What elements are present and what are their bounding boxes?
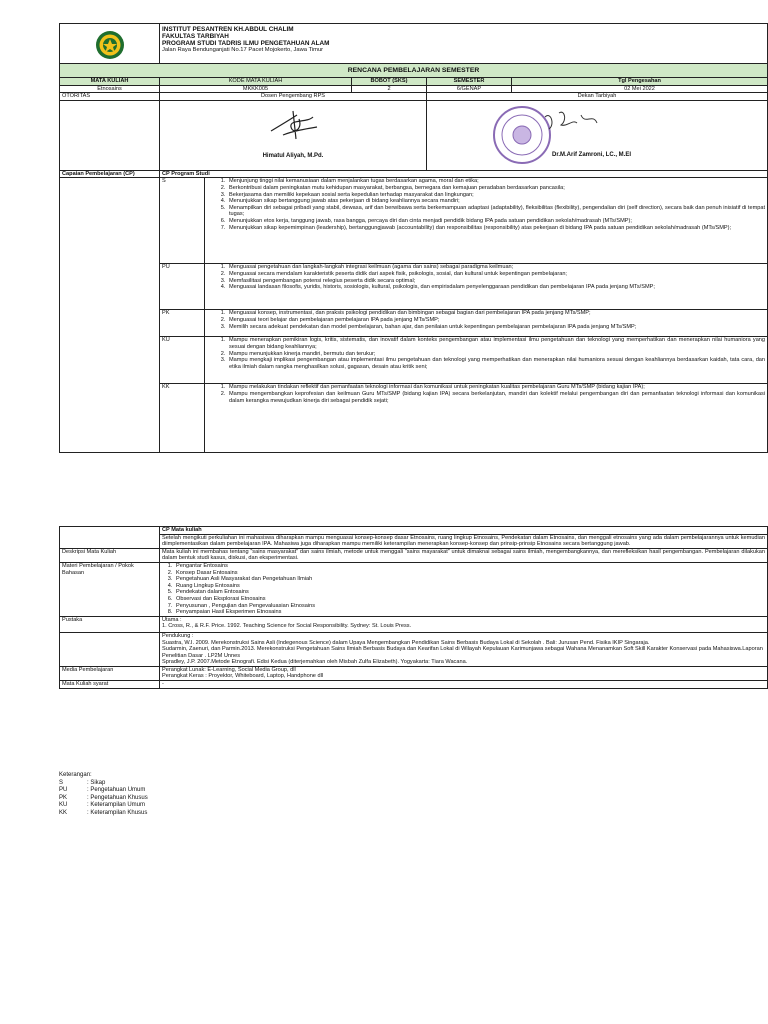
cp-mk-title: CP Mata kuliah (160, 527, 768, 535)
media-label: Media Pembelajaran (60, 666, 160, 680)
course-header-credits: BOBOT (SKS) (352, 78, 427, 86)
cp-title: CP Program Studi (160, 170, 768, 178)
pustaka-pendukung (160, 632, 768, 666)
legend-item: PU : Pengetahuan Umum (59, 787, 146, 794)
university-logo-icon (95, 30, 125, 60)
materi-item: 6. Observasi dan Eksplorasi Etnosains (174, 596, 765, 603)
media-keras: Perangkat Keras : Proyektor, Whiteboard, Laptop, Handphone dll (162, 673, 324, 680)
cp-item: 2. Menguasai secara mendalam karakteristik peserta didik dari aspek fisik, psikologis, sosial, dan kultural untuk kepentingan pembelajaran; (227, 271, 765, 278)
program-name: PROGRAM STUDI TADRIS ILMU PENGETAHUAN ALAM (162, 40, 330, 47)
pendukung-ref: Spradley, J.P. 2007.Metode Etnografi. Edisi Kedua (diterjemahkan oleh Misbah Zulfa Elizabeth). Yogyakarta: Tiara Wacana. (162, 659, 468, 666)
legend-title: Keterangan: (59, 772, 92, 778)
cp-item: 5. Menampilkan diri sebagai pribadi yang stabil, dewasa, arif dan berwibawa serta berkemampuan adaptasi (adaptability), fleksibilitas (flexibility), pengendalian diri (self direction), secara baik dan penuh inisiatif di tempat tugas; (227, 205, 765, 218)
institution-address: Jalan Raya Bendunganjati No.17 Pacet Mojokerto, Jawa Timur (162, 47, 324, 53)
cp-item: 4. Menunjukkan sikap bertanggung jawab atas pekerjaan di bidang keahliannya secara mandiri; (227, 198, 765, 205)
cp-item: 1. Mampu menerapkan pemikiran logis, kritis, sistematis, dan inovatif dalam konteks pengembangan atau implementasi ilmu pengetahuan dan teknologi yang memperhatikan dan menerapkan nilai humaniora yang sesuai dengan bidang keahliannya; (227, 337, 765, 350)
cp-label: Capaian Pembelajaran (CP) (60, 170, 160, 178)
dekan-name: Dr.M.Arif Zamroni, LC., M.EI (552, 151, 632, 158)
cp-list-ku (205, 337, 768, 384)
legend-item: KU : Keterampilan Umum (59, 802, 146, 809)
logo-cell (60, 24, 160, 64)
course-header-semester: SEMESTER (427, 78, 512, 86)
materi-item: 4. Ruang Lingkup Entosains (174, 583, 765, 590)
pendukung-ref: Suastra, W.I. 2009. Merekonstruksi Sains Asli (Indegenous Science) dalam Upaya Mengembangkan Pendidikan Sains Berbasis Budaya Lokal di Sekolah . Bali: Jurusan Pend. Fisika IKIP Singaraja. (162, 639, 650, 646)
faculty-name: FAKULTAS TARBIYAH (162, 33, 229, 40)
cp-list-pk (205, 310, 768, 337)
cp-code-ku: KU (160, 337, 205, 384)
cp-item: 1. Menjunjung tinggi nilai kemanusiaan dalam menjalankan tugas berdasarkan agama, moral dan etika; (227, 178, 765, 185)
course-semester-value: 6/GENAP (427, 85, 512, 93)
cp-item: 3. Memilih secara adekuat pendekatan dan model pembelajaran, bahan ajar, dan penilaian untuk kepentingan pembelajaran pembelajaran IPA pada jenjang MTs/SMP; (227, 324, 765, 331)
dekan-signature-cell (427, 100, 768, 170)
cp-item: 2. Berkontribusi dalam peningkatan mutu kehidupan masyarakat, berbangsa, bernegara dan kemajuan peradaban berdasarkan pancasila; (227, 185, 765, 192)
media-lunak: Perangkat Lunak: E-Learning, Social Media Group, dll (162, 666, 296, 673)
authority-label: OTORITAS (60, 93, 160, 101)
materi-item: 2. Konsep Dasar Entosains (174, 570, 765, 577)
cp-code-pu: PU (160, 264, 205, 310)
dosen-label: Dosen Pengembang RPS (160, 93, 427, 101)
cp-item: 1. Menguasai pengetahuan dan langkah-langkah integrasi keilmuan (agama dan sains) sebagai paradigma keilmuan; (227, 264, 765, 271)
materi-label: Materi Pembelajaran / Pokok Bahasan (60, 562, 160, 616)
course-date-value: 02 Mei 2022 (512, 85, 768, 93)
materi-list (160, 562, 768, 616)
pustaka-utama (160, 616, 768, 632)
legend (59, 772, 148, 818)
cp-code-s: S (160, 178, 205, 264)
deskripsi-text: Mata kuliah ini membahas tentang “sains masyarakat” dan sains ilmiah, metode untuk menggali “sains mayarakat” untuk dimaknai sebagai sains ilmiah, mengembangkannya, dan merefleksikan hasil pengembangan. Pembelajaran dilakukan dalam bentuk studi kasus, diskusi, dan eksperimentasi. (160, 548, 768, 562)
course-credits-value: 2 (352, 85, 427, 93)
syarat-label: Mata Kuliah syarat (60, 681, 160, 689)
materi-item: 3. Pengetahuan Asli Masyarakat dan Pengetahuan Ilmiah (174, 576, 765, 583)
pendukung-ref: Sudarmin, Zaenuri, dan Parmin.2013. Merekonstruksi Pengetahuan Sains Ilmiah Berbasis Budaya dan Kearifan Lokal di Wilayah Kepulauan Karimunjawa sebagai Wahana Menanamkan Soft Skill Karakter Konservasi pada Mahasiswa.Laporan Penelitian Dasar . LP2M Unnes (162, 646, 763, 659)
legend-item: KK : Keterampilan Khusus (59, 809, 148, 816)
dosen-signature-icon (263, 105, 323, 145)
cp-mk-text: Setelah mengikuti perkuliahan ini mahasiswa diharapkan mampu menguasai konsep-konsep dasar Etnosains, ruang lingkup Etnosains, Pendekatan dalam Etnosains, dan menggali etnosains yang ada dalam pembelajarannya untuk kemudian diimplementasikan dalam pembelajaran IPA. Mahasiwa juga diharapkan mampu memiliki keterampilan menerapkan konsep-konsep dan prinsip-prinsip Etnosains secara bertanggung jawab. (160, 534, 768, 548)
course-code-value: MKKK005 (160, 85, 352, 93)
deskripsi-label: Deskripsi Mata Kuliah (60, 548, 160, 562)
course-header-code: KODE MATA KULIAH (160, 78, 352, 86)
cp-item: 1. Menguasai konsep, instrumentasi, dan praksis psikologi pendidikan dan bimbingan sebagai bagian dari pembelajaran IPA pada jenjang MTs/SMP; (227, 310, 765, 317)
cp-item: 7. Menunjukkan sikap kepemimpinan (leadership), bertanggungjawab (accountability) dan responsibilitas (responsibility) atas pekerjaan di bidang IPA pada satuan pendidikan sekolah/madrasah (MTs/SMP); (227, 225, 765, 232)
pustaka-label: Pustaka (60, 616, 160, 632)
cp-list-kk (205, 384, 768, 453)
materi-item: 8. Penyampaian Hasil Eksperimen Etnosains (174, 609, 765, 616)
course-name-value: Etnosains (60, 85, 160, 93)
materi-item: 5. Pendekatan dalam Entosains (174, 589, 765, 596)
utama-label: Utama : (162, 616, 182, 623)
legend-item: S : Sikap (59, 779, 106, 786)
cp-item: 1. Mampu melakukan tindakan reflektif dan pemanfaatan teknologi informasi dan komunikasi untuk peningkatan kualitas pembelajaran Guru MTs/SMP (bidang kajian IPA); (227, 384, 765, 391)
cp-item: 2. Mampu mengembangkan keprofesian dan keilmuan Guru MTs/SMP (bidang kajian IPA) secara berkelanjutan, mandiri dan kolektif melalui pengembangan diri dan pemanfaatan teknologi informasi dan komunikasi dalam kerangka mewujudkan kinerja diri sebagai pendidik sejati; (227, 391, 765, 404)
institution-name: INSTITUT PESANTREN KH.ABDUL CHALIM (162, 26, 294, 33)
pendukung-label: Pendukung : (162, 632, 194, 639)
cp-item: 3. Bekerjasama dan memiliki kepekaan sosial serta kepedulian terhadap masyarakat dan lingkungan; (227, 192, 765, 199)
legend-item: PK : Pengetahuan Khusus (59, 794, 148, 801)
materi-item: 7. Penyusunan , Pengujian dan Pengevaluasian Etnosains (174, 603, 765, 610)
cp-code-kk: KK (160, 384, 205, 453)
dekan-signature-icon (537, 105, 607, 145)
document-title: RENCANA PEMBELAJARAN SEMESTER (60, 64, 768, 78)
cp-list-s (205, 178, 768, 264)
course-header-name: MATA KULIAH (60, 78, 160, 86)
syarat-value: - (160, 681, 768, 689)
rps-header-table (59, 23, 768, 453)
cp-item: 2. Menguasai teori belajar dan pembelajaran pembelajaran IPA pada jenjang MTs/SMP; (227, 317, 765, 324)
dosen-signature-cell (160, 100, 427, 170)
cp-item: 6. Menunjukkan etos kerja, tanggung jawab, rasa bangga, percaya diri dan cinta menjadi pendidik bidang IPA pada satuan pendidikan sekolah/madrasah (MTs/SMP); (227, 218, 765, 225)
cp-item: 3. Mampu mengkaji implikasi pengembangan atau implementasi ilmu pengetahuan dan teknologi yang memperhatikan dan menerapkan nilai humaniora sesuai dengan keahliannya berdasarkan kaidah, tata cara, dan etika ilmiah dalam rangka menghasilkan solusi, gagasan, desain atau kritik seni; (227, 357, 765, 370)
cp-item: 3. Memfasilitasi pengembangan potensi relegius peserta didik secara optimal; (227, 278, 765, 285)
materi-item: 1. Pengantar Entosains (174, 563, 765, 570)
cp-item: 4. Menguasai landasan filosofis, yuridis, historis, sosiologis, kultural, psikologis, dan empirisdalam penyelenggaraan pendidikan dan pembelajaran IPA pada jenjang MTs/SMP; (227, 284, 765, 291)
cp-list-pu (205, 264, 768, 310)
media-values (160, 666, 768, 680)
dekan-label: Dekan Tarbiyah (427, 93, 768, 101)
rps-detail-table (59, 526, 768, 689)
cp-code-pk: PK (160, 310, 205, 337)
cp-item: 2. Mampu menunjukkan kinerja mandiri, bermutu dan terukur; (227, 351, 765, 358)
utama-ref: 1. Cross, R., & R.F. Price. 1992. Teaching Science for Social Responsibility. Sydney: St. Louis Press. (162, 623, 412, 630)
course-header-date: Tgl Pengesahan (512, 78, 768, 86)
dosen-name: Himatul Aliyah, M.Pd. (262, 152, 324, 159)
